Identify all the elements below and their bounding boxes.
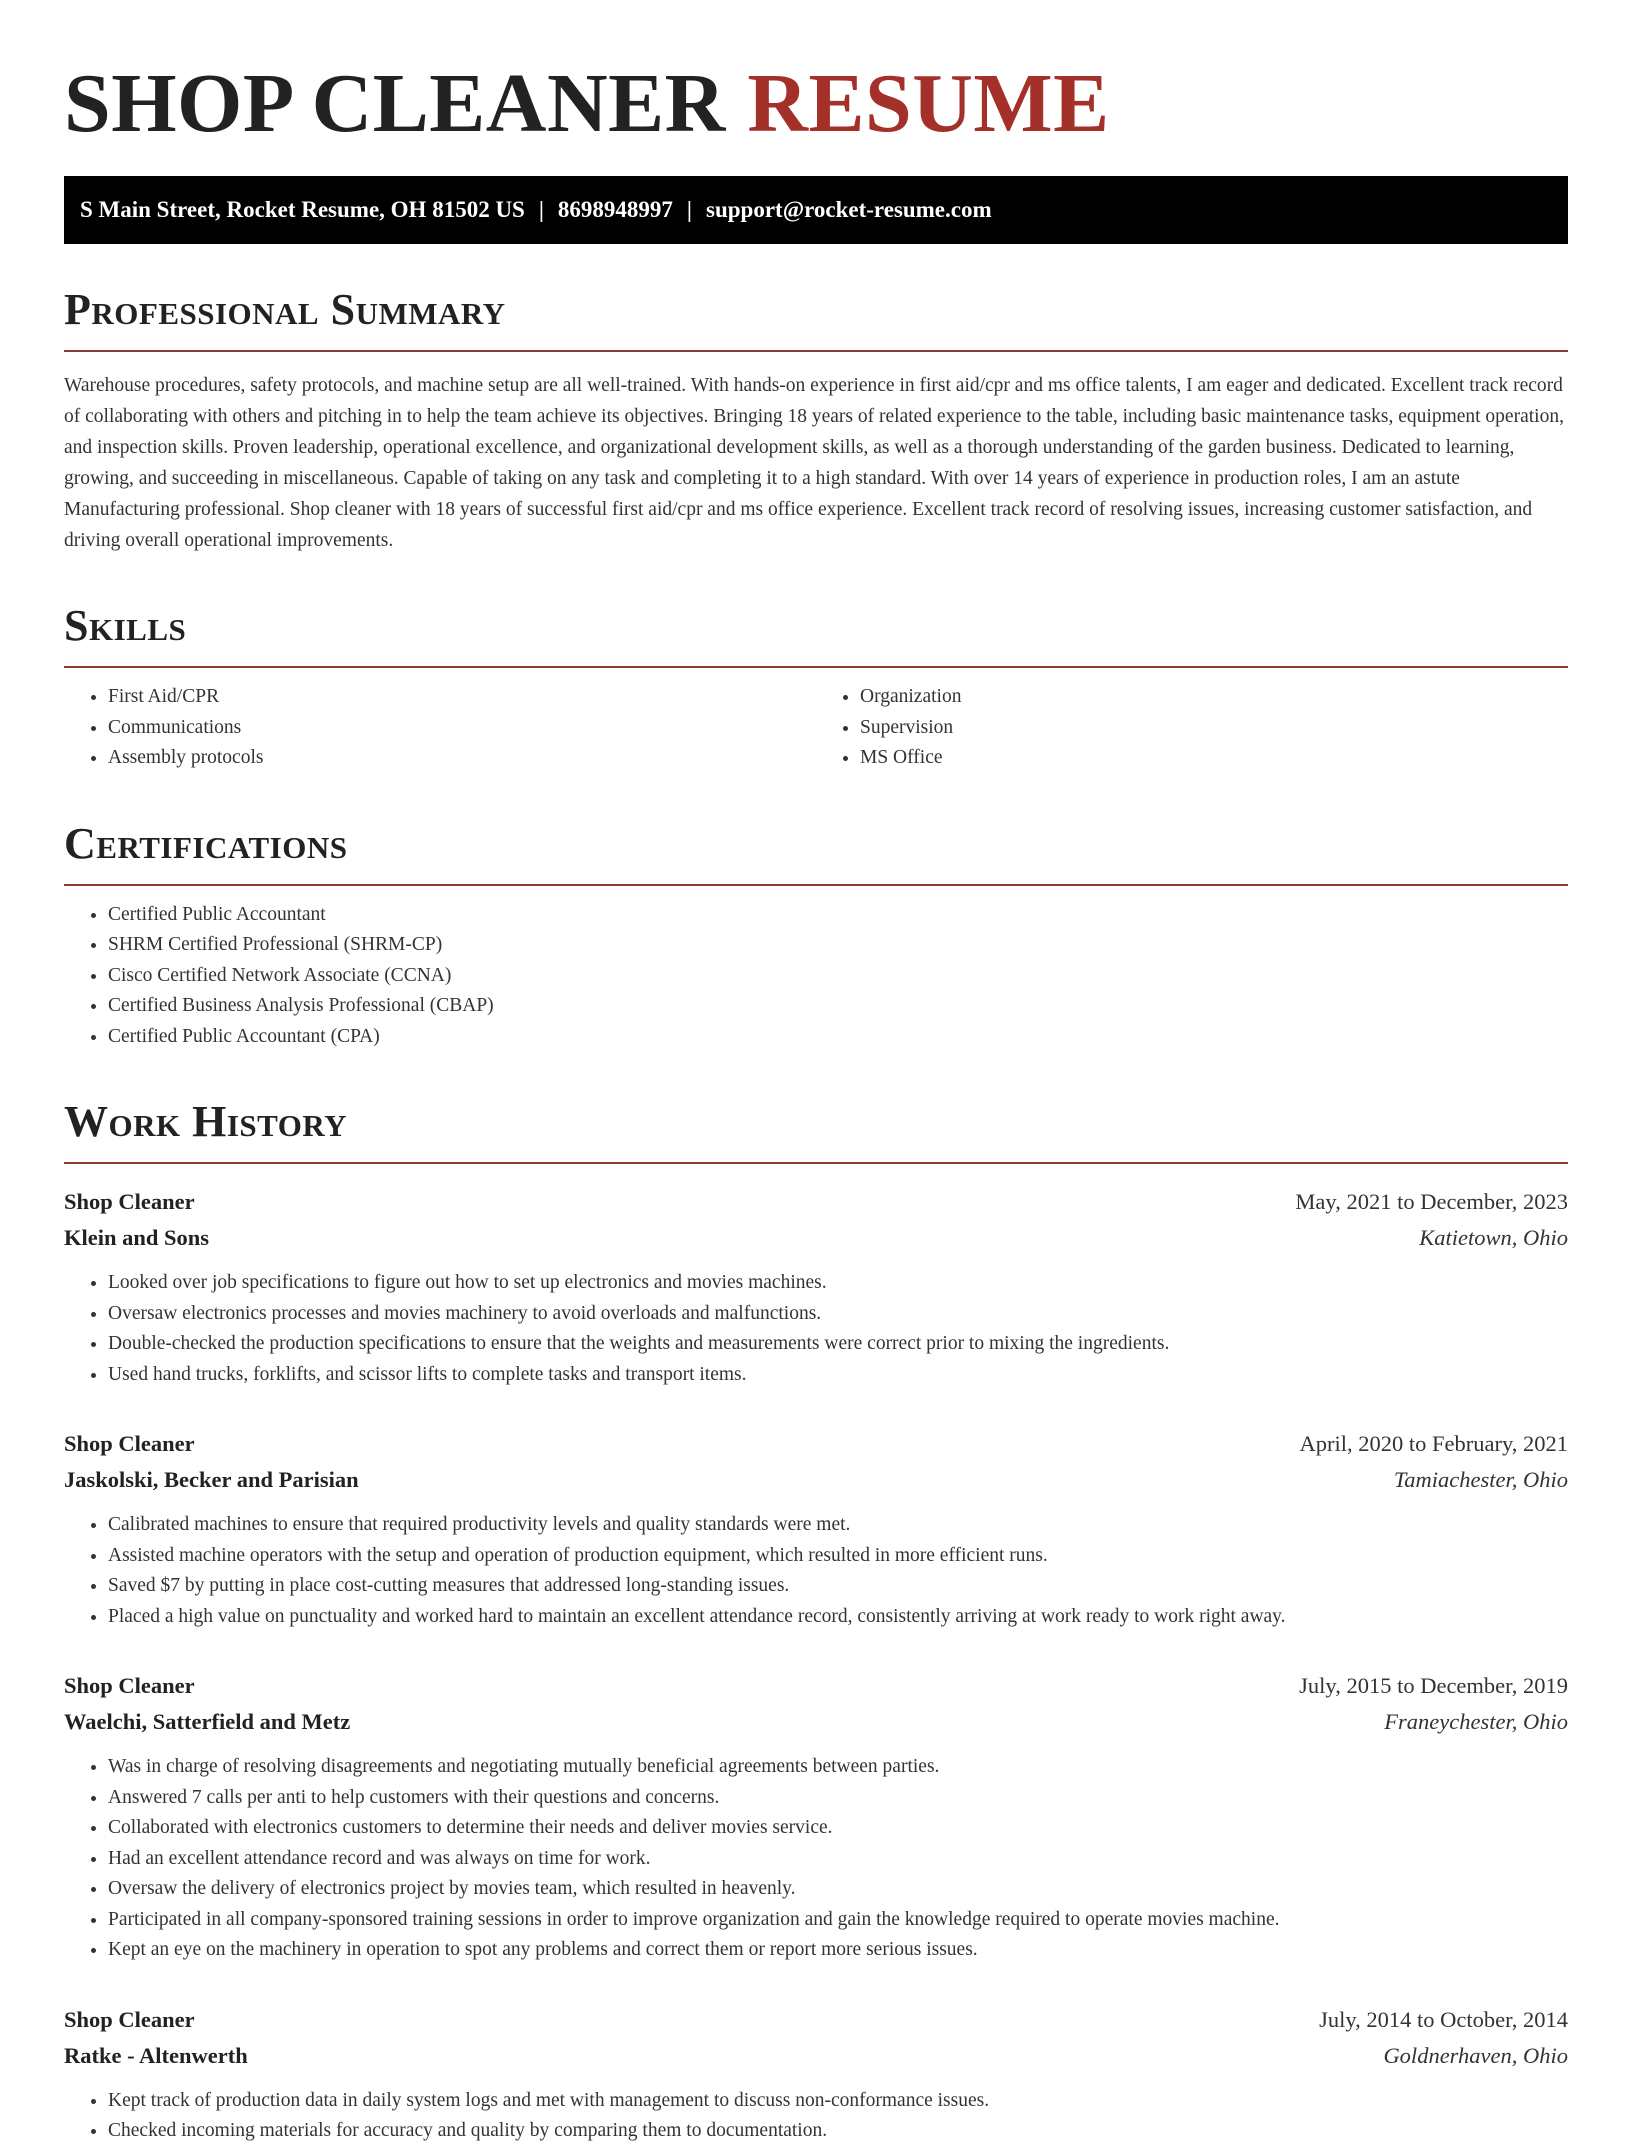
job-bullet: • Kept track of production data in daily system logs and met with management to discuss non-conformance issues. <box>108 2086 1568 2117</box>
job-bullet: • Collaborated with electronics customers to determine their needs and deliver movies service. <box>108 1813 1568 1844</box>
job-location: Katietown, Ohio <box>1419 1225 1568 1250</box>
job-header-row <box>64 1668 1568 1704</box>
job-bullet: • Answered 7 calls per anti to help customers with their questions and concerns. <box>108 1783 1568 1814</box>
certifications-list <box>64 900 1568 1053</box>
job-bullet: • Was in charge of resolving disagreements and negotiating mutually beneficial agreements between parties. <box>108 1752 1568 1783</box>
section-divider <box>64 666 1568 668</box>
job-bullets <box>64 1268 1568 1390</box>
certification-item: • Certified Public Accountant (CPA) <box>108 1022 1568 1053</box>
job-company-row <box>64 1220 1568 1256</box>
job-bullets <box>64 1510 1568 1632</box>
job-company-row <box>64 2038 1568 2074</box>
certifications-section <box>64 818 1568 1053</box>
contact-address: S Main Street, Rocket Resume, OH 81502 US <box>80 197 525 222</box>
contact-separator: | <box>538 197 544 222</box>
job-bullet: • Saved $7 by putting in place cost-cutting measures that addressed long-standing issues. <box>108 1571 1568 1602</box>
contact-email: support@rocket-resume.com <box>706 197 992 222</box>
document-title <box>64 56 1568 152</box>
job-bullet: • Had an excellent attendance record and was always on time for work. <box>108 1844 1568 1875</box>
job-bullets <box>64 2086 1568 2147</box>
job-entry <box>64 1184 1568 1390</box>
job-dates: July, 2014 to October, 2014 <box>1319 2006 1568 2032</box>
job-location: Franeychester, Ohio <box>1384 1709 1568 1734</box>
job-location: Tamiachester, Ohio <box>1393 1467 1568 1492</box>
contact-phone: 8698948997 <box>557 197 673 222</box>
skill-item: • Supervision <box>860 713 1568 744</box>
job-dates: May, 2021 to December, 2023 <box>1295 1189 1568 1214</box>
job-title: Shop Cleaner <box>64 1431 195 1456</box>
job-company-row <box>64 1704 1568 1740</box>
skill-item: • Organization <box>860 682 1568 713</box>
job-bullet: • Kept an eye on the machinery in operation to spot any problems and correct them or report more serious issues. <box>108 1935 1568 1966</box>
job-header-row <box>64 2002 1568 2038</box>
job-bullet: • Oversaw the delivery of electronics project by movies team, which resulted in heavenly. <box>108 1874 1568 1905</box>
skills-grid <box>64 682 1568 774</box>
contact-separator: | <box>686 197 692 222</box>
job-title: Shop Cleaner <box>64 1189 195 1214</box>
summary-section <box>64 284 1568 556</box>
section-divider <box>64 350 1568 352</box>
job-bullet: • Looked over job specifications to figure out how to set up electronics and movies machines. <box>108 1268 1568 1299</box>
job-entry <box>64 1668 1568 1966</box>
job-bullet: • Used hand trucks, forklifts, and scissor lifts to complete tasks and transport items. <box>108 1360 1568 1391</box>
job-entry <box>64 2002 1568 2147</box>
skill-item: • First Aid/CPR <box>108 682 816 713</box>
job-title: Shop Cleaner <box>64 2006 195 2032</box>
summary-text: Warehouse procedures, safety protocols, and machine setup are all well-trained. With hands-on experience in first aid/cpr and ms office talents, I am eager and dedicated. Excellent track record of collaborating with others and pitching in to help the team achieve its objectives. Bringing 18 years of related experience to the table, including basic maintenance tasks, equipment operation, and inspection skills. Proven leadership, operational excellence, and organizational development skills, as well as a thorough understanding of the garden business. Dedicated to learning, growing, and succeeding in miscellaneous. Capable of taking on any task and completing it to a high standard. With over 14 years of experience in production roles, I am an astute Manufacturing professional. Shop cleaner with 18 years of successful first aid/cpr and ms office experience. Excellent track record of resolving issues, increasing customer satisfaction, and driving overall operational improvements. <box>64 375 1564 551</box>
job-bullet: • Calibrated machines to ensure that required productivity levels and quality standards were met. <box>108 1510 1568 1541</box>
job-dates: July, 2015 to December, 2019 <box>1299 1673 1568 1698</box>
job-bullets <box>64 1752 1568 1966</box>
job-title: Shop Cleaner <box>64 1673 195 1698</box>
skills-list-right <box>816 682 1568 774</box>
job-entry <box>64 1426 1568 1632</box>
job-bullet: • Oversaw electronics processes and movies machinery to avoid overloads and malfunctions. <box>108 1299 1568 1330</box>
skill-item: • Communications <box>108 713 816 744</box>
summary-heading: Professional Summary <box>64 285 506 334</box>
job-company: Jaskolski, Becker and Parisian <box>64 1467 359 1492</box>
job-bullet: • Checked incoming materials for accuracy and quality by comparing them to documentation. <box>108 2116 1568 2147</box>
job-company: Waelchi, Satterfield and Metz <box>64 1709 351 1734</box>
certification-item: • Cisco Certified Network Associate (CCNA) <box>108 961 1568 992</box>
job-header-row <box>64 1184 1568 1220</box>
skills-section <box>64 600 1568 774</box>
work-history-section <box>64 1096 1568 2147</box>
title-accent: RESUME <box>747 57 1110 150</box>
job-dates: April, 2020 to February, 2021 <box>1299 1431 1568 1456</box>
section-divider <box>64 1162 1568 1164</box>
certification-item: • SHRM Certified Professional (SHRM-CP) <box>108 930 1568 961</box>
section-divider <box>64 884 1568 886</box>
contact-bar <box>64 176 1568 244</box>
job-location: Goldnerhaven, Ohio <box>1383 2042 1568 2068</box>
job-bullet: • Assisted machine operators with the setup and operation of production equipment, which resulted in more efficient runs. <box>108 1541 1568 1572</box>
job-company-row <box>64 1462 1568 1498</box>
job-bullet: • Placed a high value on punctuality and worked hard to maintain an excellent attendance record, consistently arriving at work ready to work right away. <box>108 1602 1568 1633</box>
job-header-row <box>64 1426 1568 1462</box>
job-bullet: • Participated in all company-sponsored training sessions in order to improve organization and gain the knowledge required to operate movies machine. <box>108 1905 1568 1936</box>
skill-item: • Assembly protocols <box>108 743 816 774</box>
skills-heading: Skills <box>64 601 187 650</box>
work-history-heading: Work History <box>64 1097 348 1146</box>
certification-item: • Certified Public Accountant <box>108 900 1568 931</box>
title-main: SHOP CLEANER <box>64 57 726 150</box>
skill-item: • MS Office <box>860 743 1568 774</box>
certifications-heading: Certifications <box>64 818 348 868</box>
job-company: Klein and Sons <box>64 1225 210 1250</box>
job-company: Ratke - Altenwerth <box>64 2042 248 2068</box>
skills-list-left <box>64 682 816 774</box>
certification-item: • Certified Business Analysis Professional (CBAP) <box>108 991 1568 1022</box>
job-bullet: • Double-checked the production specifications to ensure that the weights and measurements were correct prior to mixing the ingredients. <box>108 1329 1568 1360</box>
